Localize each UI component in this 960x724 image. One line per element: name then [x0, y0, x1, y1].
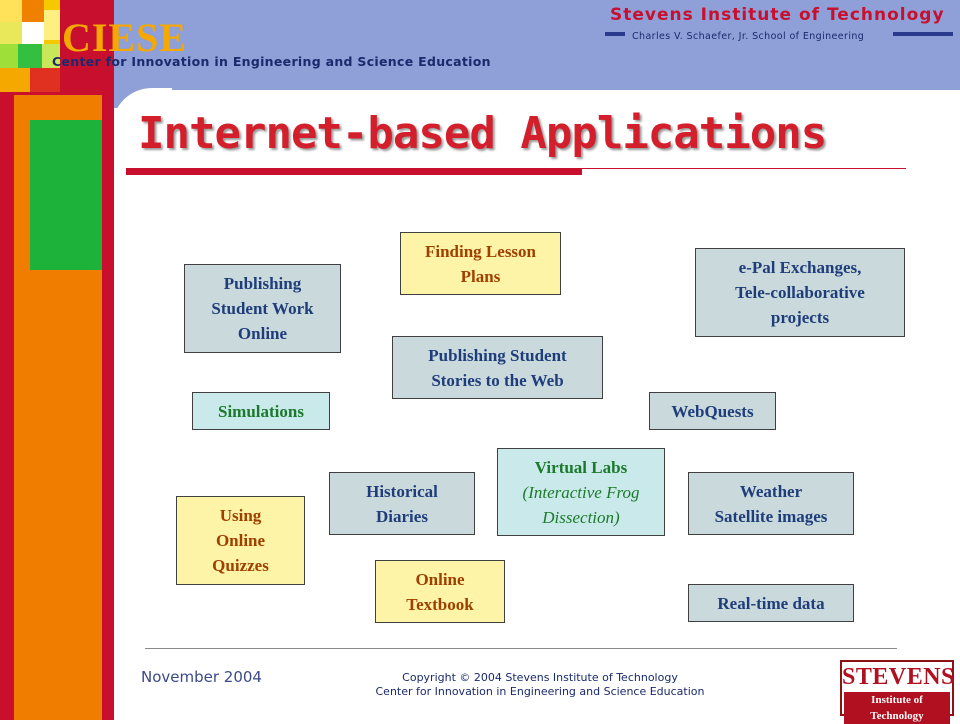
footer-date: November 2004 — [141, 668, 262, 686]
box-weather-satellite — [688, 472, 854, 535]
box-realtime-data — [688, 584, 854, 622]
stevens-logo-tagline: Institute of Technology — [844, 692, 950, 724]
box-line: Satellite images — [714, 506, 828, 526]
school-rule-right — [893, 32, 953, 36]
box-line: Tele-collaborative — [735, 283, 865, 302]
mosaic-square — [0, 22, 22, 44]
school-subtitle: Charles V. Schaefer, Jr. School of Engineering — [632, 31, 865, 42]
title-rule — [582, 168, 906, 169]
box-publishing-stories — [392, 336, 603, 399]
mosaic-square — [30, 68, 60, 92]
box-line: Publishing — [223, 274, 302, 293]
box-line: Publishing Student — [428, 345, 567, 365]
mosaic-square — [22, 0, 44, 22]
box-finding-lesson-plans — [400, 232, 561, 295]
box-online-textbook — [375, 560, 505, 623]
mosaic-square — [0, 44, 18, 68]
box-line: Using — [219, 506, 262, 525]
mosaic-square — [22, 22, 44, 44]
institution-title: Stevens Institute of Technology — [610, 5, 945, 25]
box-line: Virtual Labs — [534, 457, 628, 477]
box-virtual-labs — [497, 448, 665, 536]
copyright-line: Copyright © 2004 Stevens Institute of Technology — [402, 671, 678, 684]
mosaic-square — [44, 10, 60, 40]
box-line: WebQuests — [671, 401, 754, 421]
box-line: Plans — [460, 266, 501, 286]
box-line: Stories to the Web — [431, 370, 564, 390]
box-epal-exchanges — [695, 248, 905, 337]
box-line: Online — [237, 324, 288, 343]
box-line: Online — [415, 569, 465, 589]
box-line: Finding Lesson — [424, 241, 536, 261]
box-line: Dissection) — [542, 507, 620, 527]
page-title: Internet-based Applications — [138, 108, 827, 159]
box-line: projects — [770, 308, 830, 327]
box-line: Historical — [366, 481, 438, 501]
school-rule-left — [605, 32, 625, 36]
copyright-line: Center for Innovation in Engineering and Science Education — [375, 685, 705, 698]
box-line: Quizzes — [212, 556, 269, 575]
footer-rule — [145, 648, 897, 649]
title-underline — [126, 168, 582, 175]
ciese-subtitle: Center for Innovation in Engineering and Science Education — [52, 54, 491, 69]
box-line: Online — [215, 531, 266, 550]
box-historical-diaries — [329, 472, 475, 535]
ciese-logo-text: CIESE — [62, 15, 188, 60]
stevens-logo-wordmark: STEVENS — [842, 664, 955, 690]
box-line: e-Pal Exchanges, — [738, 258, 862, 277]
box-line: Diaries — [376, 506, 428, 526]
box-line: Simulations — [218, 401, 304, 421]
box-line: Textbook — [406, 594, 474, 614]
stevens-logo — [840, 660, 955, 722]
box-line: Student Work — [211, 299, 314, 318]
mosaic-square — [18, 44, 42, 68]
mosaic-square — [0, 68, 30, 92]
box-simulations — [192, 392, 330, 430]
box-line: Real-time data — [717, 593, 825, 613]
left-green-bar — [30, 120, 102, 270]
mosaic-square — [0, 0, 22, 22]
box-publishing-student-work — [184, 264, 341, 353]
box-online-quizzes — [176, 496, 305, 585]
footer-copyright — [330, 671, 750, 699]
box-webquests — [649, 392, 776, 430]
box-line: (Interactive Frog — [522, 482, 640, 502]
box-line: Weather — [739, 481, 803, 501]
